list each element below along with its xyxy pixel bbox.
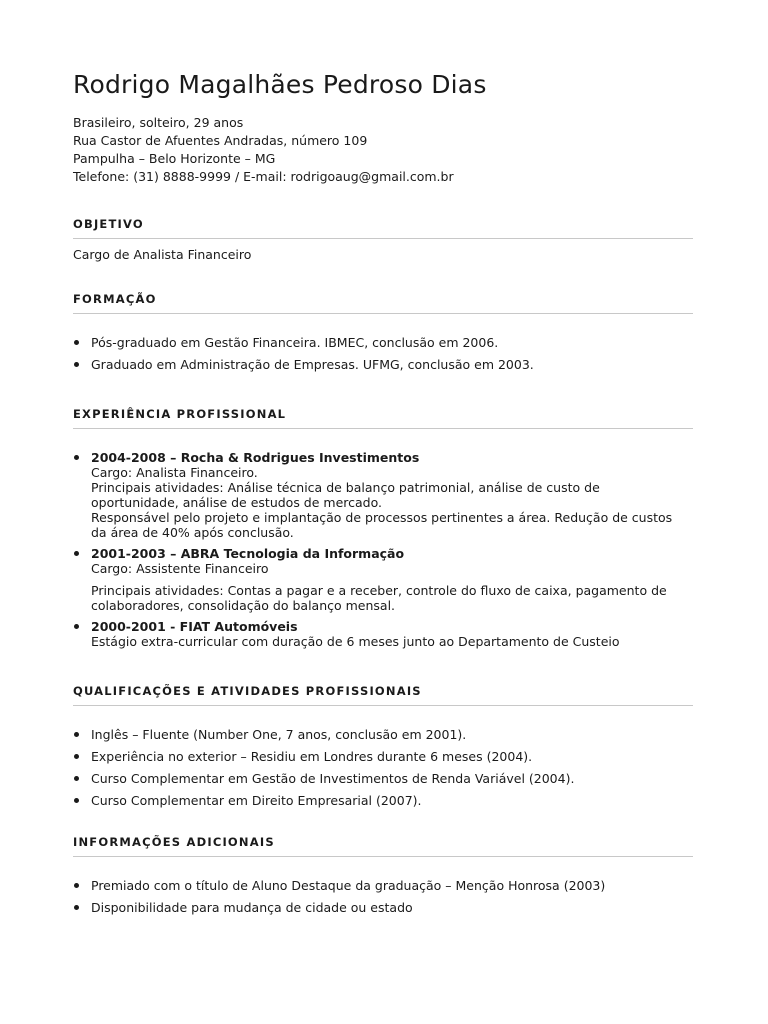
section-objetivo [73,217,693,264]
list-item: Experiência no exterior – Residiu em Londres durante 6 meses (2004). [73,749,693,764]
resume-page [73,68,693,915]
section-title-formacao: FORMAÇÃO [73,292,693,314]
job-line: da área de 40% após conclusão. [91,525,294,540]
job-line: Cargo: Analista Financeiro. [91,465,258,480]
formacao-list [73,335,693,372]
list-item: Inglês – Fluente (Number One, 7 anos, conclusão em 2001). [73,727,693,742]
phone-email: Telefone: (31) 8888-9999 / E-mail: rodrigoaug@gmail.com.br [73,169,454,184]
candidate-name: Rodrigo Magalhães Pedroso Dias [73,70,487,99]
list-item: Pós-graduado em Gestão Financeira. IBMEC, conclusão em 2006. [73,335,693,350]
job-line: Estágio extra-curricular com duração de 6 meses junto ao Departamento de Custeio [91,634,620,649]
adicionais-list [73,878,693,915]
section-qualificacoes [73,684,693,808]
list-item: Premiado com o título de Aluno Destaque da graduação – Menção Honrosa (2003) [73,878,693,893]
job-entry [73,450,693,540]
job-line: Principais atividades: Contas a pagar e a receber, controle do fluxo de caixa, pagamento de [91,583,667,598]
section-title-qualificacoes: QUALIFICAÇÕES E ATIVIDADES PROFISSIONAIS [73,684,693,706]
list-item: Curso Complementar em Gestão de Investimentos de Renda Variável (2004). [73,771,693,786]
list-item: Curso Complementar em Direito Empresarial (2007). [73,793,693,808]
job-heading: 2004-2008 – Rocha & Rodrigues Investimentos [91,450,420,465]
section-title-experiencia: EXPERIÊNCIA PROFISSIONAL [73,407,693,429]
section-experiencia [73,407,693,649]
job-line: oportunidade, análise de estudos de mercado. [91,495,383,510]
section-title-adicionais: INFORMAÇÕES ADICIONAIS [73,835,693,857]
job-line: colaboradores, consolidação do balanço mensal. [91,598,396,613]
experiencia-list [73,450,693,649]
job-line: Responsável pelo projeto e implantação de processos pertinentes a área. Redução de custos [91,510,673,525]
job-line: Cargo: Assistente Financeiro [91,561,269,576]
qualificacoes-list [73,727,693,808]
section-adicionais [73,835,693,915]
address-street: Rua Castor de Afuentes Andradas, número 109 [73,133,368,148]
job-heading: 2000-2001 - FIAT Automóveis [91,619,298,634]
section-formacao [73,292,693,372]
job-heading: 2001-2003 – ABRA Tecnologia da Informação [91,546,405,561]
contact-info [73,114,693,186]
job-entry [73,619,693,649]
section-title-objetivo: OBJETIVO [73,217,693,239]
list-item: Disponibilidade para mudança de cidade ou estado [73,900,693,915]
objetivo-text: Cargo de Analista Financeiro [73,247,252,262]
address-city: Pampulha – Belo Horizonte – MG [73,151,276,166]
personal-info: Brasileiro, solteiro, 29 anos [73,115,244,130]
job-entry [73,546,693,613]
job-line: Principais atividades: Análise técnica de balanço patrimonial, análise de custo de [91,480,600,495]
list-item: Graduado em Administração de Empresas. UFMG, conclusão em 2003. [73,357,693,372]
